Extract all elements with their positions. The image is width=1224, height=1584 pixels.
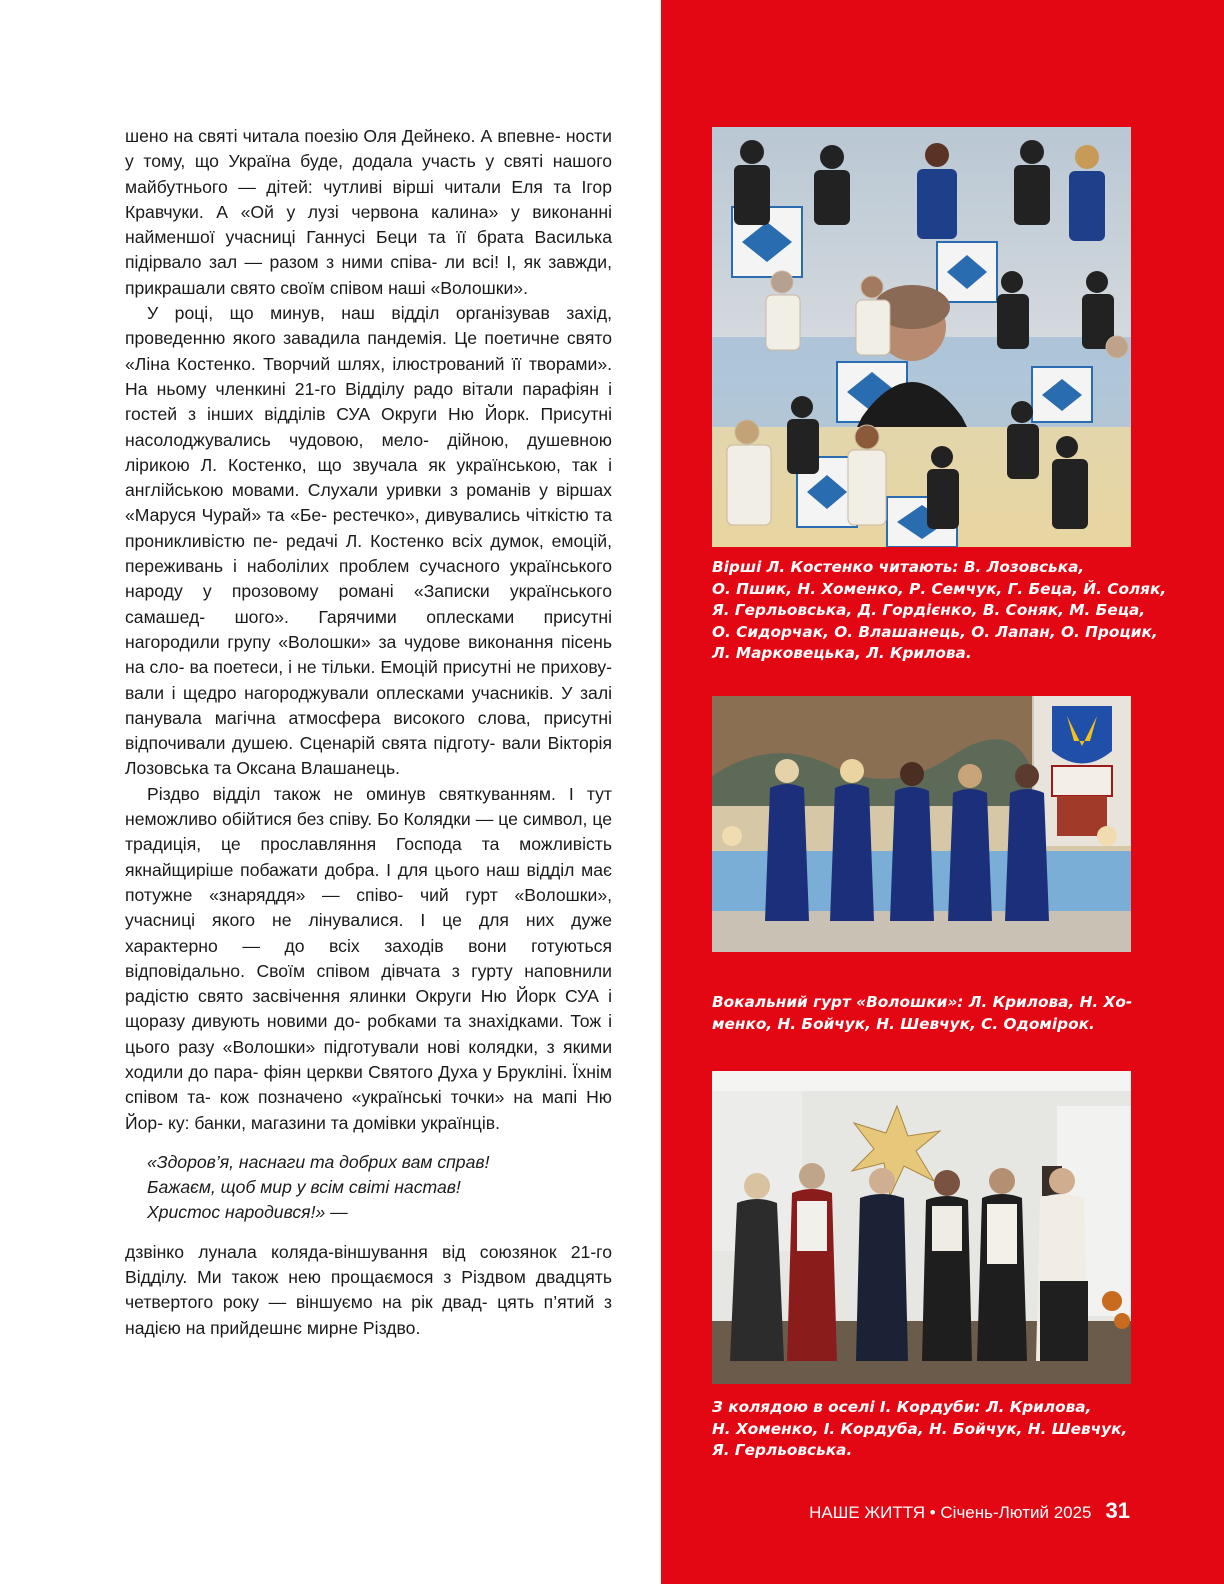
photo-caption-1 <box>712 557 1167 665</box>
photo-caption-2 <box>712 992 1142 1035</box>
caption-line: менко, Н. Бойчук, Н. Шевчук, С. Одомірок. <box>712 1014 1095 1033</box>
group-photo-icon <box>712 696 1131 952</box>
caption-line: О. Сидорчак, О. Влашанець, О. Лапан, О. Процик, <box>712 622 1158 641</box>
journal-title: НАШЕ ЖИТТЯ • Січень-Лютий 2025 <box>809 1503 1092 1522</box>
caption-line: Я. Герльовська. <box>712 1441 853 1459</box>
poetry-collage-photo <box>712 127 1131 547</box>
poem-line: «Здоров’я, наснаги та добрих вам справ! <box>147 1151 490 1172</box>
article-paragraph-3: Різдво відділ також не оминув святкуванням. І тут неможливо обійтися без співу. Бо Колядки — це символ, це традиція, це прославляння Господа та можливість якнайщиріше побажати добра. І для цього наш відділ має потужне «знаряддя» — співо- чий гурт «Волошки», учасниці якого не лінувалися. І це для них дуже характерно — до всіх заходів вони готуються відповідально. Своїм співом дівчата з гурту наповнили радістю свято засвічення ялинки Округи Ню Йорк СУА і щоразу дивують новими до- робками та знахідками. Тож і цього разу «Волошки» підготували нові колядки, з якими ходили до пара- фіян церкви Святого Духа у Брукліні. Їхнім співом та- кож позначено «українські точки» на мапі Ню Йор- ку: банки, магазини та домівки українців. <box>125 783 613 1133</box>
page-footer <box>780 1498 1130 1528</box>
vocal-group-photo <box>712 696 1131 952</box>
collage-photo-icon <box>712 127 1131 547</box>
caption-line: Л. Марковецька, Л. Крилова. <box>712 644 972 662</box>
carolers-photo <box>712 1071 1131 1384</box>
carol-poem <box>147 1150 612 1226</box>
poem-line: Бажаєм, щоб мир у всім світі настав! <box>147 1177 461 1198</box>
carolers-photo-icon <box>712 1071 1131 1384</box>
caption-line: Вокальний гурт «Волошки»: Л. Крилова, Н. Хо- <box>712 993 1133 1011</box>
caption-line: Н. Хоменко, І. Кордуба, Н. Бойчук, Н. Шевчук, <box>712 1419 1128 1438</box>
article-paragraph-4: дзвінко лунала коляда-віншування від союзянок 21-го Відділу. Ми також нею прощаємося з Різдвом двадцять четвертого року — віншуємо на рік двад- цять п’ятий з надією на прийдешнє мирне Різдво. <box>125 1241 613 1338</box>
article-paragraph-1: шено на святі читала поезію Оля Дейнеко. А впевне- ности у тому, що Україна буде, додала участь у святі нашого майбутнього — дітей: чутливі вірші читали Еля та Ігор Кравчуки. А «Ой у лузі червона калина» у виконанні найменшої учасниці Ганнусі Беци та її брата Василька підірвало зал — разом з ними співа- ли всі! І, як завжди, прикрашали свято своїм співом наші «Волошки». <box>125 126 613 298</box>
photo-caption-3 <box>712 1397 1142 1462</box>
caption-line: О. Пшик, Н. Хоменко, Р. Семчук, Г. Беца, Й. Соляк, <box>712 579 1167 598</box>
caption-line: Вірші Л. Костенко читають: В. Лозовська, <box>712 558 1085 576</box>
caption-line: Я. Герльовська, Д. Гордієнко, В. Соняк, М. Беца, <box>712 601 1146 619</box>
article-body <box>125 124 612 1341</box>
article-paragraph-2: У році, що минув, наш відділ організував захід, проведенню якого завадила пандемія. Це поетичне свято «Ліна Костенко. Творчий шлях, ілюстрований її творами». На ньому членкині 21-го Відділу радо вітали парафіян і гостей з інших відділів СУА Округи Ню Йорк. Присутні насолоджувались чудовою, мело- дійною, душевною лірикою Л. Костенко, що звучала як українською, так і англійською мовами. Слухали уривки з романів у віршах «Маруся Чурай» та «Бе- рестечко», дивувались чіткістю та проникливістю пе- редачі Л. Костенко всіх думок, емоцій, переживань і наболілих проблем сучасного українського народу у прозовому романі «Записки українського самашед- шого». Гарячими оплесками присутні нагородили групу «Волошки» за чудове виконання пісень на сло- ва поетеси, і не тільки. Емоцій присутні не прихову- вали і щедро нагороджували оплесками учасників. У залі панувала магічна атмосфера високого слова, присутні відпочивали душею. Сценарій свята підготу- вали Вікторія Лозовська та Оксана Влашанець. <box>125 303 613 779</box>
poem-line: Христос народився!» — <box>147 1202 348 1223</box>
page-number: 31 <box>1105 1498 1130 1523</box>
caption-line: З колядою в оселі І. Кордуби: Л. Крилова, <box>712 1398 1092 1416</box>
